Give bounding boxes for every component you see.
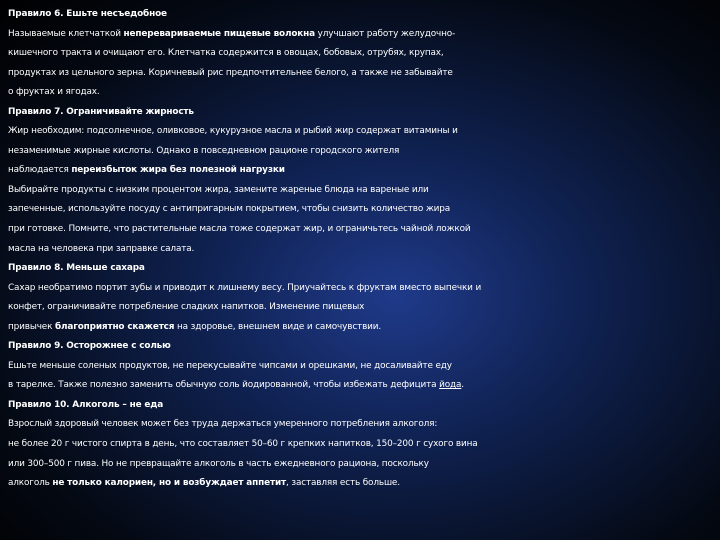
rule8-heading: Правило 8. Меньше сахара bbox=[8, 263, 145, 274]
rule7-line6: при готовке. Помните, что растительные масла тоже содержат жир, и ограничьтесь чайной ложкой bbox=[8, 224, 471, 235]
rule10-emphasis: не только калориен, но и возбуждает аппетит bbox=[52, 478, 287, 489]
rule7-line4: Выбирайте продукты с низким процентом жира, замените жареные блюда на вареные или bbox=[8, 184, 429, 195]
rule8-line1: Сахар необратимо портит зубы и приводит к лишнему весу. Приучайтесь к фруктам вместо выпечки и bbox=[8, 282, 482, 293]
rule8-line2: конфет, ограничивайте потребление сладких напитков. Изменение пищевых bbox=[8, 302, 365, 313]
rule7-line7: масла на человека при заправке салата. bbox=[8, 243, 195, 254]
rule6-line4: о фруктах и ягодах. bbox=[8, 87, 100, 98]
rule7-emphasis: переизбыток жира без полезной нагрузки bbox=[71, 165, 285, 176]
rule7-line2: незаменимые жирные кислоты. Однако в повседневном рационе городского жителя bbox=[8, 145, 400, 156]
rule6-line3: продуктах из цельного зерна. Коричневый рис предпочтительнее белого, а также не забывайте bbox=[8, 67, 453, 78]
rule9-line2 bbox=[8, 376, 714, 396]
rule6-line1 bbox=[8, 25, 714, 45]
rule6-heading: Правило 6. Ешьте несъедобное bbox=[8, 9, 167, 19]
rule8-emphasis: благоприятно скажется bbox=[54, 321, 175, 332]
rule10-line4 bbox=[8, 474, 714, 494]
rule7-heading: Правило 7. Ограничивайте жирность bbox=[8, 106, 194, 117]
rule8-line3 bbox=[8, 318, 714, 338]
slide-text-body bbox=[8, 5, 714, 494]
rule10-text: алкоголь bbox=[8, 478, 53, 489]
rule10-text: , заставляя есть больше. bbox=[286, 478, 400, 489]
rule7-line5: запеченные, используйте посуду с антипригарным покрытием, чтобы снизить количество жира bbox=[8, 204, 451, 215]
rule9-heading: Правило 9. Осторожнее с солью bbox=[8, 341, 171, 352]
rule9-text: в тарелке. Также полезно заменить обычную соль йодированной, чтобы избежать дефицита bbox=[8, 380, 440, 391]
rule7-text: наблюдается bbox=[8, 165, 72, 176]
rule9-text: . bbox=[461, 380, 464, 391]
rule10-heading: Правило 10. Алкоголь – не еда bbox=[8, 399, 164, 410]
iodine-link[interactable]: йода bbox=[439, 380, 462, 391]
rule6-text: улучшают работу желудочно- bbox=[315, 28, 456, 39]
rule10-line2: не более 20 г чистого спирта в день, что составляет 50–60 г крепких напитков, 150–200 г сухого вина bbox=[8, 439, 478, 450]
rule7-line1: Жир необходим: подсолнечное, оливковое, кукурузное масла и рыбий жир содержат витамины и bbox=[8, 126, 458, 137]
rule9-line1: Ешьте меньше соленых продуктов, не перекусывайте чипсами и орешками, не досаливайте еду bbox=[8, 360, 452, 371]
rule10-line1: Взрослый здоровый человек может без труда держаться умеренного потребления алкоголя: bbox=[8, 419, 438, 430]
rule6-line2: кишечного тракта и очищают его. Клетчатка содержится в овощах, бобовых, отрубях, крупах, bbox=[8, 48, 444, 59]
rule6-emphasis: неперевариваемые пищевые волокна bbox=[123, 28, 315, 39]
rule8-text: на здоровье, внешнем виде и самочувствии. bbox=[174, 321, 382, 332]
rule8-text: привычек bbox=[8, 321, 55, 332]
rule10-line3: или 300–500 г пива. Но не превращайте алкоголь в часть ежедневного рациона, поскольку bbox=[8, 458, 429, 469]
rule6-text: Называемые клетчаткой bbox=[8, 28, 124, 39]
rule7-line3 bbox=[8, 161, 714, 181]
